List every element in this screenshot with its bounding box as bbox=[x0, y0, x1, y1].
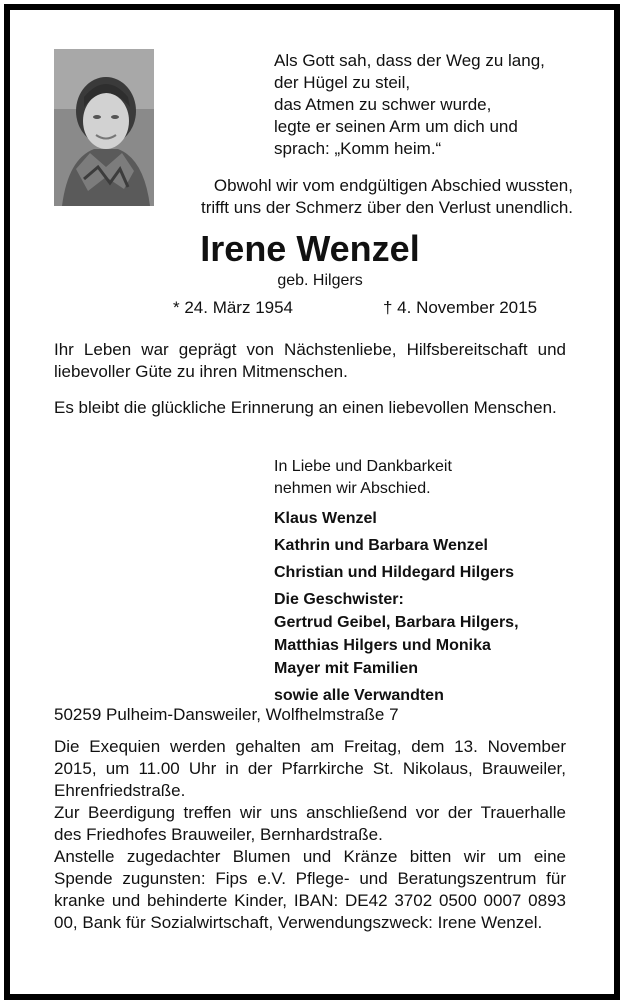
maiden-name: geb. Hilgers bbox=[277, 272, 363, 289]
memory-paragraph: Es bleibt die glückliche Erinnerung an einen liebevollen Menschen. bbox=[54, 398, 557, 417]
death-date: † 4. November 2015 bbox=[383, 298, 538, 317]
mourner-name: Gertrud Geibel, Barbara Hilgers, bbox=[274, 614, 519, 631]
family-intro-line: In Liebe und Dankbarkeit bbox=[274, 458, 452, 475]
service-details bbox=[54, 736, 566, 934]
poem-line: der Hügel zu steil, bbox=[274, 73, 411, 92]
family-address: 50259 Pulheim-Dansweiler, Wolfhelmstraße 7 bbox=[54, 705, 399, 724]
mourner-name: Die Geschwister: bbox=[274, 591, 404, 608]
poem bbox=[274, 50, 594, 160]
mourners-list bbox=[274, 507, 519, 707]
birth-date: * 24. März 1954 bbox=[173, 298, 294, 317]
poem-line: sprach: „Komm heim.“ bbox=[274, 139, 442, 158]
poem-line: Als Gott sah, dass der Weg zu lang, bbox=[274, 51, 545, 70]
mourner-name: Christian und Hildegard Hilgers bbox=[274, 564, 515, 581]
poem-line: legte er seinen Arm um dich und bbox=[274, 117, 518, 136]
exequien-text: Die Exequien werden gehalten am Freitag, dem 13. November 2015, um 11.00 Uhr in der Pfarrkirche St. Nikolaus, Brauweiler, Ehrenfriedstraße. bbox=[54, 737, 566, 800]
life-paragraph: Ihr Leben war geprägt von Nächstenliebe, Hilfsbereitschaft und liebevoller Güte zu ihren Mitmenschen. bbox=[54, 340, 566, 381]
intro-line: trifft uns der Schmerz über den Verlust unendlich. bbox=[201, 198, 573, 217]
mourner-name: Matthias Hilgers und Monika bbox=[274, 637, 491, 654]
family-intro bbox=[274, 456, 452, 500]
intro-line: Obwohl wir vom endgültigen Abschied wussten, bbox=[213, 176, 573, 195]
family-intro-line: nehmen wir Abschied. bbox=[274, 480, 431, 497]
portrait-photo bbox=[54, 49, 154, 206]
burial-text: Zur Beerdigung treffen wir uns anschließend vor der Trauerhalle des Friedhofes Brauweiler, Bernhardstraße. bbox=[54, 803, 566, 844]
intro-text bbox=[173, 175, 573, 219]
mourner-name: Mayer mit Familien bbox=[274, 660, 419, 677]
mourner-name: sowie alle Verwandten bbox=[274, 687, 444, 704]
mourner-name: Klaus Wenzel bbox=[274, 510, 377, 527]
mourner-name: Kathrin und Barbara Wenzel bbox=[274, 537, 488, 554]
donation-text: Anstelle zugedachter Blumen und Kränze bitten wir um eine Spende zugunsten: Fips e.V. Pflege- und Beratungszentrum für kranke und behinderte Kinder, IBAN: DE42 3702 0500 0007 0893 00, Bank für Sozialwirtschaft, Verwendungszweck: Irene Wenzel. bbox=[54, 847, 566, 932]
deceased-name: Irene Wenzel bbox=[200, 228, 420, 269]
poem-line: das Atmen zu schwer wurde, bbox=[274, 95, 492, 114]
